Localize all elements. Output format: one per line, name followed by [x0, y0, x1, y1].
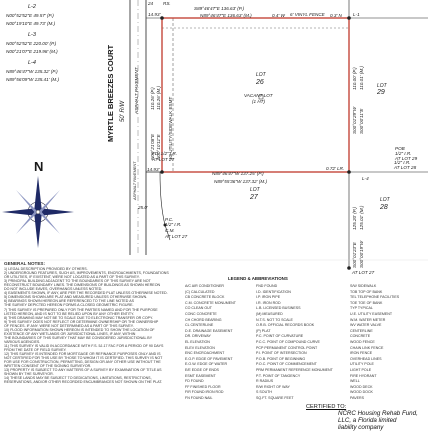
- note-line: FROM THE DATE OF FIELD SURVEY.: [4, 347, 67, 352]
- vacant-label: VACANT LOT: [244, 93, 273, 98]
- south-offset: 14.93': [147, 167, 160, 172]
- south-bearing-measured: N89°55'36"W 137.32' (M.): [214, 179, 267, 184]
- lot-29-number: 29: [377, 89, 385, 96]
- curve-fir: 1/2" I.R.: [165, 222, 182, 227]
- east-dim-measured: 110.01' (M.): [359, 65, 364, 90]
- north-offset: 14.93': [148, 12, 161, 17]
- note-line: 7) THIS SURVEY IS PREPARED ONLY FOR THE PARTIES NAMED AND FOR THE PURPOSE: [4, 307, 158, 312]
- curve-line: [146, 172, 165, 225]
- note-line: 8) THIS DRAWING MAY NOT BE TO SCALE DUE TO ELECTRONIC TRANSFER OR COPY.: [4, 315, 153, 320]
- pin-label: AT LOT 29: [395, 156, 418, 161]
- call-line: N00°21'07"E 219.98' (M.): [6, 49, 58, 54]
- certified-line: LLC, a Florida limited: [338, 417, 397, 424]
- note-line: NOT CERTIFIED FOR THIS USE BY THOSE TO WHOM IT IS CERTIFIED. THIS SURVEY IS NOT: [4, 356, 163, 361]
- west-dim-plat: 110.26' (P.): [150, 87, 155, 110]
- certified-line: liability company: [338, 424, 384, 431]
- corner-number: 24: [148, 1, 154, 6]
- note-line: 10) FLOOD INFORMATION SHOWN HEREON IS INTENDED TO SHOW THE LOCATION OF: [4, 327, 155, 332]
- note-line: VARIOUS AGENCIES.: [4, 339, 41, 344]
- south-bearing-plat: N89°46'47"W 137.25' (P.): [212, 171, 264, 176]
- lot-27-number: 27: [250, 194, 258, 201]
- east-lower-bearing-2: S00°00'19"W: [359, 240, 364, 268]
- note-line: EXISTENCE OF ANY WETLANDS OR JURISDICTIONAL LINES, IF ANY, WITHIN: [4, 331, 136, 336]
- east-bearing-1: S00°01'29"W: [352, 106, 357, 134]
- call-label: L-2: [28, 4, 36, 10]
- call-line: N89°56'09"W 135.41' (M.): [6, 77, 59, 82]
- call-line: N89°46'47"W 135.32' (P.): [6, 69, 58, 74]
- south-l-label: L-4: [362, 176, 369, 181]
- note-line: 5) DIMENSIONS SHOWN ARE PLAT AND MEASURED UNLESS OTHERWISE SHOWN.: [4, 295, 148, 300]
- note-line: 6) BEARINGS SHOWN HEREON ARE REFERENCED TO THE LINE NOTED AS: [4, 299, 134, 304]
- certified-party: [338, 410, 418, 431]
- curve-cm: C.M.: [165, 228, 175, 233]
- west-bearing-2: N00°10'11"E: [156, 134, 161, 160]
- note-line: WRITTEN CONSENT OF THE SIGNING SURVEYOR.: [4, 364, 92, 369]
- legend-col-1: A/C AIR CONDITIONER (C) CALCULATED CB CONCRETE BLOCK C.M. CONCRETE MONUMENT CO CLEAN OUT CONC CONCRETE CH CHORD BEARING CL CENTERLINE D.E. DRAINAGE EASEMENT DR. DRIVEWAY EL ELEVATION ELEV ELEVATION ENC ENCROACHMENT E.O.P. EDGE OF PAVEMENT E.O.W. EDGE OF WATER E/E EDGE OF ENDS ESMT EASEMENT FD FOUND FF FINISHED FLOOR FIR FOUND IRON ROD FN FOUND NAIL: [185, 284, 236, 400]
- note-line: SHOWN BY THE SURVEYOR.: [4, 372, 54, 377]
- corner-label: L-1: [353, 12, 360, 17]
- note-line: OR UTILITIES, IF EXISTENT, WERE NOT LOCATED AS A PART OF THIS SURVEY.: [4, 275, 140, 280]
- lot-29-word: LOT: [377, 83, 387, 89]
- note-line: 13) PROPERTY IS SUBJECT TO ANY MATTERS OF A SURVEY BY EXAMINATION OF TITLE AS: [4, 368, 162, 373]
- call-line: N00°19'10"E 49.73' (M.): [6, 21, 56, 26]
- lot-27-word: LOT: [250, 187, 260, 193]
- curve-pc: P.C.: [165, 217, 174, 222]
- pin-label: FD. 1/2" LR.: [152, 151, 178, 156]
- north-label: N: [34, 159, 44, 174]
- south-fence-offset: 0.72' LR.: [326, 166, 345, 171]
- east-lower-corner: AT LOT 27: [352, 270, 375, 275]
- lot-28-number: 28: [380, 204, 388, 211]
- east-bearing-2: S00°00'11"E: [359, 108, 364, 134]
- call-label: L-3: [28, 32, 36, 38]
- note-line: THE SURVEY DEPICTED HEREON FORMS A CLOSED GEOMETRIC FIGURE.: [4, 303, 134, 308]
- note-line: 12) THIS SURVEY IS INTENDED FOR MORTGAGE OR REFINANCE PURPOSES ONLY AND IS: [4, 352, 161, 357]
- north-arrow-icon: [2, 176, 74, 248]
- street-row: 50' R/W: [120, 100, 126, 122]
- lot-28-word: LOT: [380, 197, 390, 203]
- certified-title: CERTIFIED TO:: [306, 404, 347, 410]
- note-line: THE BOUNDARIES OF THIS SURVEY THAT MAY BE CONSIDERED JURISDICTIONAL BY: [4, 335, 153, 340]
- legend-title: LEGEND & ABBREVIATIONS: [228, 276, 288, 281]
- north-bearing-plat: S89°46'47"E 136.63' (P.): [194, 6, 245, 11]
- lot-26-number: 26: [256, 79, 264, 86]
- east-lower-plat: 125.20' (P.): [352, 206, 357, 230]
- legend-col-3: S/W SIDEWALK TOB TOP OF BANK TEL TELEPHONE FACILITIES TOE TOE OF BANK TYP TYPICAL U.E. UTILITY EASEMENT W.M. WATER METER WV WATER VALVE CENTERLINE CONCRETE WOOD FENCE CHAIN LINK FENCE IRON FENCE OVERHEAD LINES UTILITY POLE LIGHT POLE FIRE HYDRANT WELL WOOD DECK WOOD DOCK PAVERS: [350, 284, 400, 400]
- pin-label: 1/2" I.R.: [395, 151, 412, 156]
- east-lower-measured: 125.01' (M.): [359, 205, 364, 230]
- pin-label: AT LOT 28: [394, 165, 417, 170]
- note-line: 14) THESE LANDS MAY BE SUBJECT TO DEDICATIONS, LIMITATIONS, RESTRICTIONS,: [4, 376, 152, 381]
- note-line: 9) THIS SURVEY DOES NOT REFLECT OR DETERMINE OWNERSHIP OR THE OWNERSHIP: [4, 319, 159, 324]
- note-line: RECONSTRUCT BOUNDARY LINES. THE DIMENSIONS OF BUILDINGS AS SHOWN HEREON: [4, 283, 161, 288]
- fence-label: 6' VINYL FENCE: [290, 12, 325, 17]
- easement-label: 10' UTILITY/SIDEWALK ESMT: [168, 96, 173, 160]
- west-dim-measured: 110.26' (M.): [156, 85, 161, 110]
- call-line: N00°52'52"E 220.00' (P.): [6, 41, 57, 46]
- street-name: MYRTLE BREEZES COURT: [106, 44, 115, 142]
- north-bearing-measured: N89°46'47"E 136.63' (M.): [200, 13, 252, 18]
- call-line: N00°52'52"E 49.57' (P.): [6, 13, 54, 18]
- pin-label: 1/2" I.R.: [394, 160, 411, 165]
- notes-title: GENERAL NOTES:: [4, 262, 46, 266]
- note-line: 2) UNDERGROUND FEATURES, SUCH AS, IMPROVEMENTS, ENCROACHMENTS, FOUNDATIONS: [4, 271, 169, 276]
- note-line: 4) EASEMENTS SHOWN, IF ANY, ARE PER THE RECORDED PLAT UNLESS OTHERWISE NOTED.: [4, 291, 168, 296]
- note-line: RESERVATIONS, AND/OR OTHER RECORDED ENCUMBRANCES NOT SHOWN ON THE PLAT.: [4, 380, 163, 385]
- note-line: FOR USE FOR CONSTRUCTION, PERMITTING, DESIGN OR ANY OTHER USE WITHOUT THE: [4, 360, 161, 365]
- note-line: OF FENCES. IF ANY. WERE NOT DETERMINED AS A PART OF THIS SURVEY.: [4, 323, 134, 328]
- asphalt-label: ASPHALT PAVEMENT: [134, 67, 139, 114]
- note-line: 11) THIS SURVEY IS VALID IN ACCORDANCE WITH F.S. 5J-17 FAC FOR A PERIOD OF 90 DAYS: [4, 343, 164, 348]
- east-lower-bearing-1: S00°01'23"E: [352, 242, 357, 268]
- fence-offset: 0.4' W: [272, 13, 285, 18]
- pin-label: POB: [395, 146, 405, 151]
- vacant-sub: (1 HT): [252, 99, 266, 104]
- curve-at: AT LOT 27: [165, 234, 188, 239]
- certified-line: NCRC Housing Rehab Fund,: [338, 410, 418, 417]
- rs-label: RS.: [163, 1, 171, 6]
- fence-offset-2: 0.3' N: [330, 13, 342, 18]
- call-label: L-4: [28, 60, 36, 66]
- note-line: 3) PRINCIPAL BUILDING ADJACENT TO THE BOUNDARIES OF THIS SURVEY ARE NOT: [4, 279, 151, 284]
- east-dim-plat: 110.00' (P.): [352, 67, 357, 90]
- lot-26-word: LOT: [256, 72, 266, 78]
- legend-col-2: FND FOUND I.D. IDENTIFICATION I.P. IRON PIPE I.R. IRON ROD L.B. LICENSED BUSINESS (M) MEASURED N.T.S. NOT TO SCALE O.R.B. OFFICIAL RECORDS BOOK (P) PLAT P.C. POINT OF CURVATURE P.C.C. POINT OF COMPOUND CURVE PCP PERMANENT CONTROL POINT P.I. POINT OF INTERSECTION P.O.B. POINT OF BEGINNING P.O.C. POINT OF COMMENCEMENT PRM PERMANENT REFERENCE MONUMENT P.T. POINT OF TANGENCY R RADIUS R/W RIGHT OF WAY S SOUTH SQ.FT. SQUARE FEET: [256, 284, 333, 400]
- west-bearing-1: N00°21'08"E: [150, 133, 155, 160]
- note-line: 1) LEGAL DESCRIPTION PROVIDED BY OTHERS.: [4, 267, 88, 272]
- note-line: LISTED HEREON, AND IS NOT TO BE RELIED UPON BY ANY OTHER ENTITY.: [4, 311, 135, 316]
- asphalt-label-lower: ASPHALT PAVEMENT: [133, 161, 137, 200]
- note-line: DO NOT INCLUDE EAVES, OVERHANGS UNLESS NOTED.: [4, 287, 103, 292]
- curve-radius: 25.0': [138, 205, 148, 210]
- general-notes: [4, 262, 182, 384]
- pin-label: AT LOT 27: [152, 157, 175, 162]
